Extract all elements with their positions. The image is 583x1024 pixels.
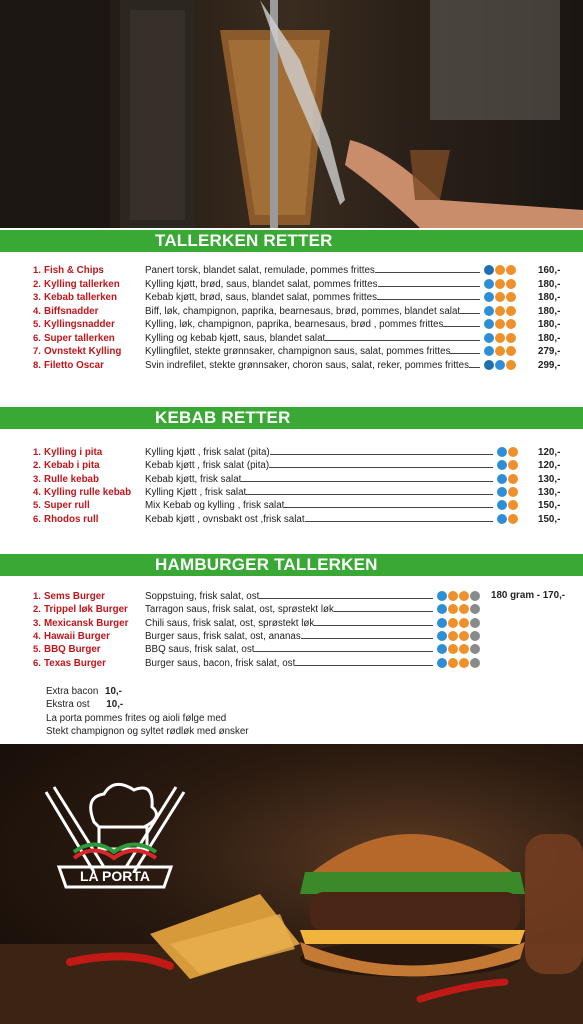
menu-item (0, 617, 583, 630)
leader-line (375, 264, 480, 273)
allergen-icons (437, 631, 480, 641)
menu-item (0, 264, 583, 277)
item-description: Biff, løk, champignon, paprika, bearnesaus, brød, pommes, blandet salat (145, 305, 480, 318)
allergen-icons (484, 279, 516, 289)
item-name: Kylling i pita (44, 447, 103, 458)
logo-text: LA PORTA (80, 868, 150, 884)
menu-item (0, 643, 583, 656)
extra-label: Ekstra ost (46, 699, 90, 710)
menu-item (0, 318, 583, 331)
extra-price: 10,- (106, 699, 124, 710)
item-name: Kylling tallerken (44, 278, 120, 290)
item-number: 3. (33, 292, 41, 303)
item-number: 1. (33, 447, 41, 458)
item-name: BBQ Burger (44, 644, 101, 656)
item-description: Kebab kjøtt , ovnsbakt ost ,frisk salat (145, 513, 493, 526)
allergen-icon (484, 319, 494, 329)
leader-line (450, 345, 480, 354)
allergen-icons (484, 360, 516, 370)
menu-item (0, 499, 583, 512)
item-price: 150,- (538, 500, 561, 512)
allergen-icon (506, 265, 516, 275)
item-description: Burger saus, frisk salat, ost, ananas (145, 630, 433, 643)
allergen-icons (484, 346, 516, 356)
item-name: Sems Burger (44, 591, 105, 602)
section-title: TALLERKEN RETTER (155, 231, 333, 250)
leader-line (305, 513, 493, 522)
item-name: Rulle kebab (44, 473, 99, 485)
allergen-icon (459, 644, 469, 654)
leader-line (460, 305, 480, 314)
note-fries: La porta pommes frites og aioli følge med (46, 713, 227, 724)
allergen-icon (448, 644, 458, 654)
extra-price: 10,- (105, 686, 122, 697)
allergen-icons (497, 514, 518, 524)
menu-item (0, 305, 583, 318)
note-mushroom: Stekt champignon og syltet rødløk med ønsker (46, 726, 249, 737)
item-price: 150,- (538, 513, 561, 525)
item-name: Kebab tallerken (44, 292, 117, 303)
item-price: 180,- (538, 319, 561, 330)
leader-line (284, 499, 493, 508)
menu-item (0, 359, 583, 372)
allergen-icon (506, 346, 516, 356)
item-name: Texas Burger (44, 657, 106, 669)
item-price: 299,- (538, 359, 561, 371)
allergen-icon (484, 333, 494, 343)
extra-label: Extra bacon (46, 686, 99, 697)
item-number: 1. (33, 265, 41, 276)
item-description: Kyllingfilet, stekte grønnsaker, champignon saus, salat, pommes frittes (145, 345, 480, 358)
item-name: Kyllingsnadder (44, 319, 115, 330)
item-description: Panert torsk, blandet salat, remulade, pommes frittes (145, 264, 480, 277)
leader-line (254, 643, 433, 652)
allergen-icon (437, 591, 447, 601)
allergen-icon (459, 631, 469, 641)
item-number: 1. (33, 591, 41, 602)
allergen-icons (484, 333, 516, 343)
item-price: 180,- (538, 292, 561, 303)
item-name: Filetto Oscar (44, 359, 104, 371)
allergen-icon (495, 346, 505, 356)
allergen-icon (495, 279, 505, 289)
allergen-icon (448, 631, 458, 641)
allergen-icon (497, 474, 507, 484)
item-name: Kebab i pita (44, 460, 100, 472)
item-price: 180,- (538, 305, 561, 317)
item-price: 160,- (538, 265, 561, 276)
allergen-icon (459, 658, 469, 668)
item-name: Mexicansk Burger (44, 617, 129, 629)
allergen-icons (497, 500, 518, 510)
menu-item (0, 332, 583, 345)
allergen-icon (459, 604, 469, 614)
item-name: Super tallerken (44, 332, 115, 344)
leader-line (314, 617, 433, 626)
menu-item (0, 278, 583, 291)
leader-line (377, 291, 480, 300)
item-price: 130,- (538, 486, 561, 498)
allergen-icon (484, 360, 494, 370)
item-name: Fish & Chips (44, 265, 104, 276)
allergen-icon (437, 604, 447, 614)
item-number: 7. (33, 346, 41, 357)
item-price: 130,- (538, 473, 561, 485)
item-number: 4. (33, 486, 41, 498)
allergen-icon (484, 279, 494, 289)
allergen-icon (508, 460, 518, 470)
allergen-icon (497, 487, 507, 497)
leader-line (443, 318, 480, 327)
item-name: Kylling rulle kebab (44, 486, 132, 498)
allergen-icon (497, 514, 507, 524)
item-price: 120,- (538, 460, 561, 472)
allergen-icon (470, 631, 480, 641)
item-description: BBQ saus, frisk salat, ost (145, 643, 433, 656)
item-number: 3. (33, 473, 41, 485)
leader-line (334, 603, 433, 612)
item-number: 4. (33, 305, 41, 317)
item-number: 8. (33, 359, 41, 371)
leader-line (246, 486, 493, 495)
allergen-icon (470, 658, 480, 668)
item-number: 2. (33, 604, 41, 616)
leader-line (469, 359, 480, 368)
menu-item (0, 345, 583, 358)
allergen-icon (437, 618, 447, 628)
leader-line (259, 590, 433, 599)
item-description: Chili saus, frisk salat, ost, sprøstekt løk (145, 617, 433, 630)
leader-line (270, 446, 493, 455)
item-number: 6. (33, 513, 41, 525)
allergen-icon (470, 604, 480, 614)
allergen-icons (437, 591, 480, 601)
item-name: Biffsnadder (44, 305, 99, 317)
section-header-hamburger (0, 554, 583, 576)
section-title: HAMBURGER TALLERKEN (155, 555, 378, 574)
leader-line (378, 278, 481, 287)
allergen-icon (470, 618, 480, 628)
item-description: Kylling og kebab kjøtt, saus, blandet salat (145, 332, 480, 345)
menu-item (0, 473, 583, 486)
item-description: Mix Kebab og kylling , frisk salat (145, 499, 493, 512)
allergen-icon (484, 292, 494, 302)
allergen-icon (495, 360, 505, 370)
section-title: KEBAB RETTER (155, 408, 291, 427)
allergen-icon (459, 591, 469, 601)
item-description: Kebab kjøtt , frisk salat (pita) (145, 459, 493, 472)
extra-bacon (46, 686, 122, 697)
item-name: Super rull (44, 500, 90, 512)
allergen-icon (470, 644, 480, 654)
section-header-kebab (0, 407, 583, 429)
allergen-icon (508, 474, 518, 484)
allergen-icon (470, 591, 480, 601)
menu-item (0, 291, 583, 304)
allergen-icon (506, 360, 516, 370)
item-name: Trippel løk Burger (44, 604, 128, 616)
allergen-icons (437, 644, 480, 654)
menu-item (0, 486, 583, 499)
burger-photo (0, 744, 583, 1024)
allergen-icons (497, 460, 518, 470)
item-price: 180,- (538, 278, 561, 290)
allergen-icon (506, 292, 516, 302)
leader-line (295, 657, 433, 666)
allergen-icon (508, 487, 518, 497)
item-description: Burger saus, bacon, frisk salat, ost (145, 657, 433, 670)
allergen-icon (459, 618, 469, 628)
allergen-icons (484, 319, 516, 329)
allergen-icons (484, 306, 516, 316)
allergen-icon (448, 618, 458, 628)
allergen-icons (437, 618, 480, 628)
allergen-icon (508, 447, 518, 457)
item-number: 2. (33, 278, 41, 290)
item-description: Tarragon saus, frisk salat, ost, sprøstekt løk (145, 603, 433, 616)
item-description: Kylling kjøtt , frisk salat (pita) (145, 446, 493, 459)
allergen-icons (437, 604, 480, 614)
allergen-icon (437, 631, 447, 641)
allergen-icon (448, 604, 458, 614)
allergen-icon (506, 306, 516, 316)
allergen-icon (506, 279, 516, 289)
leader-line (241, 473, 493, 482)
leader-line (301, 630, 433, 639)
menu-item (0, 446, 583, 459)
item-description: Kylling Kjøtt , frisk salat (145, 486, 493, 499)
extra-cheese (46, 699, 123, 710)
section-header-tallerken (0, 230, 583, 252)
allergen-icon (506, 319, 516, 329)
allergen-icons (497, 447, 518, 457)
allergen-icon (484, 346, 494, 356)
menu-item (0, 603, 583, 616)
allergen-icon (508, 514, 518, 524)
leader-line (325, 332, 480, 341)
allergen-icon (484, 265, 494, 275)
item-number: 5. (33, 500, 41, 512)
item-number: 6. (33, 332, 41, 344)
allergen-icon (495, 306, 505, 316)
burger-price-note: 180 gram - 170,- (491, 590, 566, 601)
allergen-icons (497, 487, 518, 497)
allergen-icon (448, 658, 458, 668)
allergen-icon (484, 306, 494, 316)
allergen-icon (506, 333, 516, 343)
allergen-icon (448, 591, 458, 601)
menu-item (0, 630, 583, 643)
item-price: 180,- (538, 332, 561, 344)
item-price: 279,- (538, 346, 561, 357)
menu-item (0, 459, 583, 472)
menu-item (0, 513, 583, 526)
allergen-icon (437, 658, 447, 668)
item-name: Ovnstekt Kylling (44, 346, 122, 357)
item-name: Hawaii Burger (44, 630, 110, 642)
allergen-icons (484, 292, 516, 302)
item-description: Kebab kjøtt, frisk salat (145, 473, 493, 486)
item-description: Svin indrefilet, stekte grønnsaker, choron saus, salat, reker, pommes frittes (145, 359, 480, 372)
allergen-icon (508, 500, 518, 510)
allergen-icons (437, 658, 480, 668)
item-number: 5. (33, 319, 41, 330)
allergen-icon (497, 447, 507, 457)
item-description: Kylling kjøtt, brød, saus, blandet salat, pommes frittes (145, 278, 480, 291)
allergen-icon (495, 265, 505, 275)
menu-item (0, 657, 583, 670)
allergen-icon (497, 500, 507, 510)
allergen-icons (484, 265, 516, 275)
allergen-icon (495, 319, 505, 329)
leader-line (269, 459, 493, 468)
item-price: 120,- (538, 447, 561, 458)
allergen-icon (495, 292, 505, 302)
allergen-icon (497, 460, 507, 470)
allergen-icon (437, 644, 447, 654)
la-porta-logo (34, 772, 196, 902)
kebab-photo (0, 0, 583, 228)
item-number: 3. (33, 617, 41, 629)
item-description: Kebab kjøtt, brød, saus, blandet salat, pommes frittes (145, 291, 480, 304)
allergen-icon (495, 333, 505, 343)
item-description: Kylling, løk, champignon, paprika, bearnesaus, brød , pommes frittes (145, 318, 480, 331)
item-description: Soppstuing, frisk salat, ost (145, 590, 433, 603)
item-number: 6. (33, 657, 41, 669)
item-number: 5. (33, 644, 41, 656)
allergen-icons (497, 474, 518, 484)
item-number: 4. (33, 630, 41, 642)
item-number: 2. (33, 460, 41, 472)
item-name: Rhodos rull (44, 513, 99, 525)
